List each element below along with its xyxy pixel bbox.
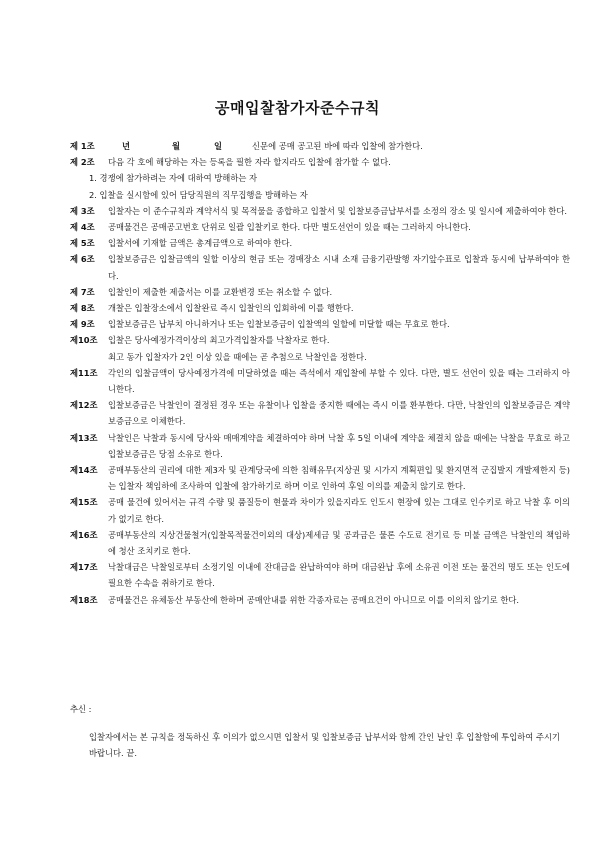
article-2 (70, 154, 570, 170)
article-text: 공매 물건에 있어서는 규격 수량 및 품질등이 현물과 차이가 있을지라도 인도시 현장에 있는 그대로 인수키로 하고 낙찰 후 이의가 없기로 한다. (108, 497, 570, 524)
article-text: 입찰보증금은 납부치 아니하거나 또는 입찰보증금이 입찰액의 일할에 미달할 때는 무효로 한다. (108, 319, 450, 330)
article-number: 제 3조 (70, 205, 95, 216)
article-text: 입찰보증금은 낙찰인이 결정된 경우 또는 유찰이나 입찰을 중지한 때에는 즉시 이를 환부한다. 다만, 낙찰인의 입찰보증금은 계약보증금으로 이체한다. (108, 400, 570, 427)
article-16 (70, 527, 570, 559)
article-10-extra: 최고 동가 입찰자가 2인 이상 있을 때에는 곧 추첨으로 낙찰인을 정한다. (108, 351, 367, 362)
article-text: 다음 각 호에 해당하는 자는 등록을 필한 자라 할지라도 입찰에 참가할 수 없다. (108, 157, 391, 168)
article-15 (70, 494, 570, 526)
article-text: 입찰자는 이 준수규칙과 계약서식 및 목적물을 종합하고 입찰서 및 입찰보증금납부서를 소정의 장소 및 일시에 제출하여야 한다. (108, 205, 567, 216)
article-text: 공매부동산의 권리에 대한 제3자 및 관계당국에 의한 침해유무(지상권 및 시가지 계획편입 및 환지면적 군집발지 개발제한지 등)는 입찰자 책임하에 조사하여 입찰에 참가하기로 하며 이로 인하여 후일 이의를 제출치 않기로 한다. (108, 465, 570, 492)
article-number: 제15조 (70, 497, 98, 508)
article-5 (70, 235, 570, 251)
article-text: 공매부동산의 지상건물철거(입찰목적물건이외의 대상)제세금 및 공과금은 물론 수도료 전기료 등 미불 금액은 낙찰인의 책임하에 청산 조치키로 한다. (108, 529, 570, 557)
article-number: 제 5조 (70, 238, 95, 249)
article-10-text: 입찰은 당사예정가격이상의 최고가격입찰자를 낙찰자로 한다. (108, 335, 330, 346)
article-text: 개찰은 입찰장소에서 입찰완료 즉시 입찰인의 입회하에 이를 행한다. (108, 303, 354, 314)
article-number: 제 6조 (70, 254, 95, 265)
article-17 (70, 559, 570, 591)
article-text: 공매물건은 공매공고번호 단위로 일괄 입찰키로 한다. 다만 별도선언이 있을 때는 그러하지 아니한다. (108, 222, 471, 233)
article-9 (70, 316, 570, 332)
day-label: 일 (214, 141, 223, 151)
article-text: 낙찰인은 낙찰과 동시에 당사와 매매계약을 체결하여야 하며 낙찰 후 5일 이내에 계약을 체결치 않을 때에는 낙찰을 무효로 하고 입찰보증금은 당점 소유로 한다. (108, 432, 570, 459)
article-4 (70, 219, 570, 235)
article-12 (70, 397, 570, 429)
article-1 (70, 138, 570, 154)
article-number: 제16조 (70, 529, 98, 540)
article-number: 제13조 (70, 432, 98, 443)
article-number: 제18조 (70, 594, 98, 605)
article-number: 제 4조 (70, 222, 95, 233)
document-title: 공매입찰참가자준수규칙 (215, 99, 380, 117)
article-number: 제17조 (70, 562, 98, 573)
article-8 (70, 300, 570, 316)
article-text: 입찰인이 제출한 제출서는 이를 교환변경 또는 취소할 수 없다. (108, 286, 333, 297)
article-number: 제 9조 (70, 319, 95, 330)
article-2-items (70, 170, 570, 202)
article-13 (70, 430, 570, 462)
article-number: 제 1조 (70, 141, 95, 151)
postscript-label: 추신 : (70, 704, 92, 714)
article-6 (70, 251, 570, 283)
list-item: 2. 입찰을 실시함에 있어 담당직원의 직무집행을 방해하는 자 (89, 189, 308, 200)
article-number: 제 2조 (70, 157, 95, 168)
article-list (70, 138, 570, 608)
article-1-text: 신문에 공매 공고된 바에 따라 입찰에 참가한다. (252, 141, 423, 151)
article-text: 각인의 입찰금액이 당사예정가격에 미달하였을 때는 즉석에서 재입찰에 부할 수 있다. 다만, 별도 선언이 있을 때는 그러하지 아니한다. (108, 367, 570, 395)
article-text: 입찰서에 기재할 금액은 총계금액으로 하여야 한다. (108, 238, 293, 249)
article-number: 제11조 (70, 367, 98, 378)
article-number: 제 7조 (70, 286, 95, 297)
article-3 (70, 203, 570, 219)
article-number: 제 8조 (70, 303, 95, 314)
article-14 (70, 462, 570, 494)
article-text (108, 332, 570, 364)
postscript-text: 입찰자에서는 본 규칙을 정독하신 후 이의가 없으시면 입찰서 및 입찰보증금 납부서와 함께 간인 날인 후 입찰함에 투입하여 주시기 바랍니다. 끝. (89, 732, 560, 759)
article-number: 제14조 (70, 465, 98, 476)
article-number: 제12조 (70, 400, 98, 411)
month-label: 월 (172, 141, 181, 151)
postscript (70, 701, 560, 762)
article-10 (70, 332, 570, 364)
article-text: 낙찰대금은 낙찰일로부터 소정기일 이내에 잔대금을 완납하여야 하며 대금완납 후에 소유권 이전 또는 물건의 명도 또는 인도에 필요한 수속을 취하기로 한다. (108, 562, 570, 589)
article-text: 입찰보증금은 입찰금액의 일할 이상의 현금 또는 경매장소 시내 소재 금융기관발행 자기앞수표로 입찰과 동시에 납부하여야 한다. (108, 254, 570, 281)
article-7 (70, 284, 570, 300)
list-item: 1. 경쟁에 참가하려는 자에 대하여 방해하는 자 (89, 173, 258, 184)
article-text (108, 138, 570, 154)
year-label: 년 (122, 141, 131, 151)
article-number: 제10조 (70, 335, 98, 346)
article-11 (70, 365, 570, 397)
article-text: 공매물건은 유체동산 부동산에 한하며 공매안내를 위한 각종자료는 공매요건이 아니므로 이를 이의치 않기로 한다. (108, 594, 519, 605)
article-18 (70, 592, 570, 608)
